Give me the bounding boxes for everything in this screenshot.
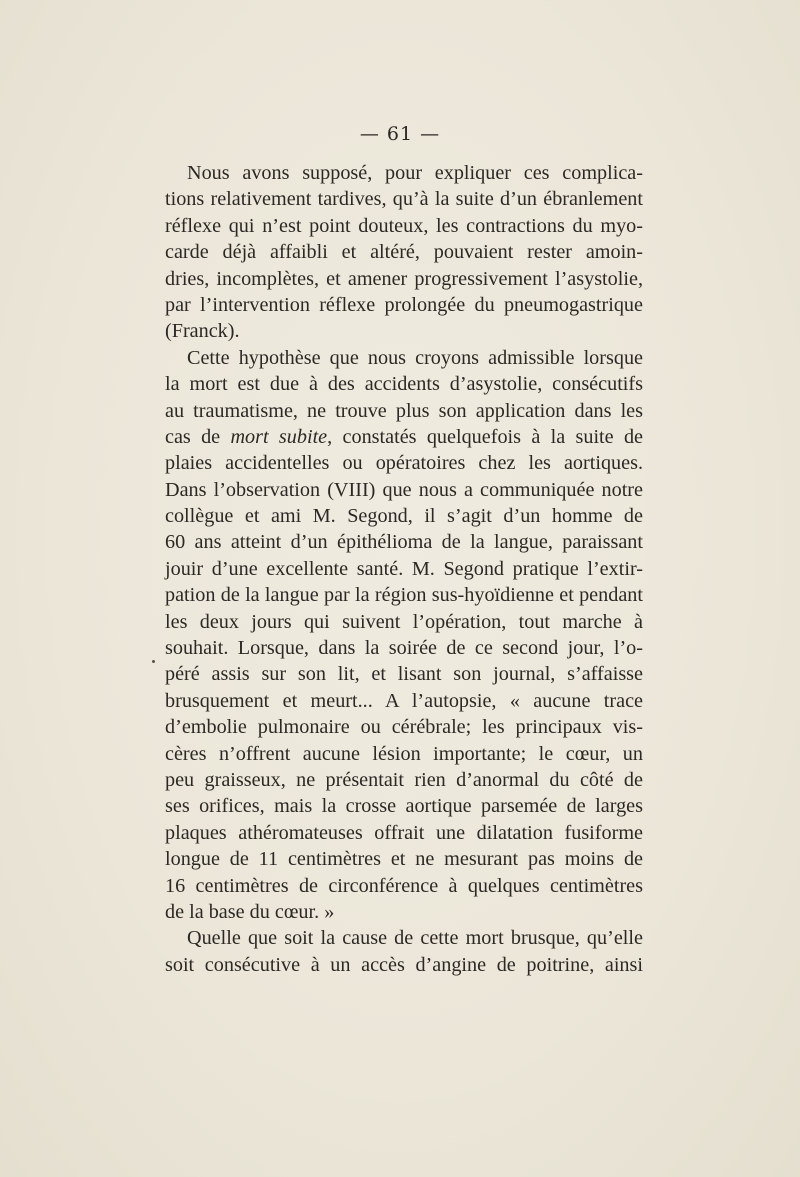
text-line: plaques athéromateuses offrait une dilatation fusiforme <box>165 821 643 844</box>
text-line: jouir d’une excellente santé. M. Segond pratique l’extir- <box>165 557 643 580</box>
text-segment: , constatés quelquefois à la suite de <box>327 425 643 448</box>
margin-mark <box>152 660 155 663</box>
text-line: 16 centimètres de circonférence à quelques centimètres <box>165 874 643 897</box>
text-line: brusquement et meurt... A l’autopsie, « aucune trace <box>165 689 643 712</box>
text-line: collègue et ami M. Segond, il s’agit d’un homme de <box>165 505 643 528</box>
text-line: plaies accidentelles ou opératoires chez les aortiques. <box>165 452 643 475</box>
body-text <box>165 160 643 978</box>
text-line: carde déjà affaibli et altéré, pouvaient rester amoin- <box>165 241 643 264</box>
text-line: réflexe qui n’est point douteux, les contractions du myo- <box>165 214 643 237</box>
page-number: — 61 — <box>359 123 441 145</box>
text-line: 60 ans atteint d’un épithélioma de la langue, paraissant <box>165 531 643 554</box>
text-line: cères n’offrent aucune lésion importante; le cœur, un <box>165 742 643 765</box>
italic-term: mort subite <box>230 425 328 448</box>
text-line: Nous avons supposé, pour expliquer ces complica- <box>187 162 643 184</box>
text-line: de la base du cœur. » <box>165 900 335 923</box>
text-line: souhait. Lorsque, dans la soirée de ce second jour, l’o- <box>165 637 643 660</box>
text-line: Cette hypothèse que nous croyons admissible lorsque <box>187 346 643 369</box>
text-line: au traumatisme, ne trouve plus son application dans les <box>165 399 643 422</box>
text-line: péré assis sur son lit, et lisant son journal, s’affaisse <box>165 663 643 686</box>
text-line: soit consécutive à un accès d’angine de poitrine, ainsi <box>165 953 643 976</box>
text-line: ses orifices, mais la crosse aortique parsemée de larges <box>165 795 643 818</box>
text-line: d’embolie pulmonaire ou cérébrale; les principaux vis- <box>165 716 643 739</box>
text-line: les deux jours qui suivent l’opération, tout marche à <box>165 610 643 633</box>
text-line <box>165 424 643 450</box>
text-line: longue de 11 centimètres et ne mesurant pas moins de <box>165 848 643 871</box>
text-line: Dans l’observation (VIII) que nous a communiquée notre <box>165 478 643 501</box>
text-line: la mort est due à des accidents d’asystolie, consécutifs <box>165 373 643 396</box>
text-line: pation de la langue par la région sus-hyoïdienne et pendant <box>165 584 643 607</box>
text-line: (Franck). <box>165 320 240 343</box>
text-line: peu graisseux, ne présentait rien d’anormal du côté de <box>165 768 643 791</box>
text-line: dries, incomplètes, et amener progressivement l’asystolie, <box>165 267 643 290</box>
text-line: tions relativement tardives, qu’à la suite d’un ébranlement <box>165 188 643 211</box>
text-segment: cas de <box>165 425 231 448</box>
text-line: par l’intervention réflexe prolongée du pneumogastrique <box>165 293 643 316</box>
text-line: Quelle que soit la cause de cette mort brusque, qu’elle <box>187 927 643 950</box>
